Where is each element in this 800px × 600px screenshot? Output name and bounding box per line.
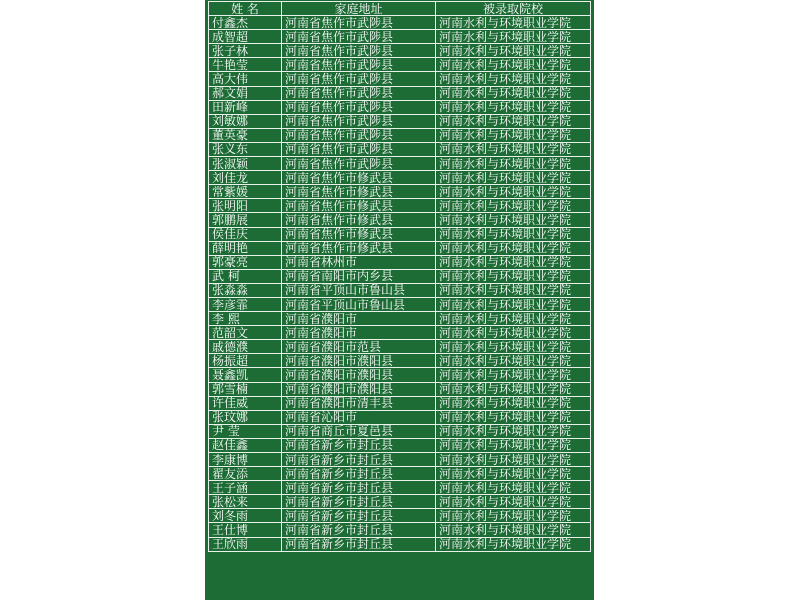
home-address: 河南省新乡市封丘县: [282, 467, 436, 481]
table-row: [209, 283, 591, 297]
table-row: [209, 382, 591, 396]
table-row: [209, 368, 591, 382]
admitted-school: 河南水利与环境职业学院: [436, 283, 591, 297]
home-address: 河南省濮阳市清丰县: [282, 396, 436, 410]
home-address: 河南省焦作市武陟县: [282, 142, 436, 156]
home-address: 河南省濮阳市濮阳县: [282, 354, 436, 368]
admitted-school: 河南水利与环境职业学院: [436, 241, 591, 255]
home-address: 河南省新乡市封丘县: [282, 537, 436, 551]
admitted-school: 河南水利与环境职业学院: [436, 255, 591, 269]
home-address: 河南省焦作市修武县: [282, 199, 436, 213]
table-row: [209, 199, 591, 213]
home-address: 河南省新乡市封丘县: [282, 509, 436, 523]
home-address: 河南省新乡市封丘县: [282, 495, 436, 509]
table-row: [209, 509, 591, 523]
home-address: 河南省焦作市武陟县: [282, 100, 436, 114]
admitted-school: 河南水利与环境职业学院: [436, 199, 591, 213]
table-row: [209, 128, 591, 142]
student-name: 牛艳莹: [209, 58, 282, 72]
home-address: 河南省焦作市修武县: [282, 241, 436, 255]
home-address: 河南省南阳市内乡县: [282, 269, 436, 283]
student-name: 许佳威: [209, 396, 282, 410]
table-row: [209, 410, 591, 424]
admitted-school: 河南水利与环境职业学院: [436, 185, 591, 199]
student-name: 范韶文: [209, 326, 282, 340]
home-address: 河南省焦作市武陟县: [282, 128, 436, 142]
student-name: 张玟娜: [209, 410, 282, 424]
student-name: 郭豪亮: [209, 255, 282, 269]
admitted-school: 河南水利与环境职业学院: [436, 227, 591, 241]
student-name: 王仕博: [209, 523, 282, 537]
home-address: 河南省焦作市武陟县: [282, 157, 436, 171]
student-name: 刘佳龙: [209, 171, 282, 185]
home-address: 河南省新乡市封丘县: [282, 481, 436, 495]
student-name: 郝文娟: [209, 86, 282, 100]
table-row: [209, 72, 591, 86]
student-name: 翟友添: [209, 467, 282, 481]
student-name: 武 柯: [209, 269, 282, 283]
admitted-school: 河南水利与环境职业学院: [436, 326, 591, 340]
home-address: 河南省濮阳市濮阳县: [282, 368, 436, 382]
home-address: 河南省焦作市武陟县: [282, 86, 436, 100]
admitted-school: 河南水利与环境职业学院: [436, 86, 591, 100]
student-name: 成智超: [209, 30, 282, 44]
admitted-school: 河南水利与环境职业学院: [436, 297, 591, 311]
home-address: 河南省林州市: [282, 255, 436, 269]
table-row: [209, 523, 591, 537]
home-address: 河南省焦作市武陟县: [282, 114, 436, 128]
student-name: 戚德濮: [209, 340, 282, 354]
student-name: 张淼淼: [209, 283, 282, 297]
home-address: 河南省焦作市修武县: [282, 213, 436, 227]
admitted-school: 河南水利与环境职业学院: [436, 171, 591, 185]
home-address: 河南省焦作市武陟县: [282, 30, 436, 44]
table-row: [209, 241, 591, 255]
table-header-row: [209, 2, 591, 16]
admitted-school: 河南水利与环境职业学院: [436, 157, 591, 171]
student-name: 付鑫杰: [209, 16, 282, 30]
student-name: 李康博: [209, 453, 282, 467]
header-school: 被录取院校: [436, 2, 591, 16]
student-name: 田新峰: [209, 100, 282, 114]
table-row: [209, 86, 591, 100]
student-name: 刘敏娜: [209, 114, 282, 128]
table-row: [209, 16, 591, 30]
home-address: 河南省沁阳市: [282, 410, 436, 424]
table-row: [209, 340, 591, 354]
student-name: 董英豪: [209, 128, 282, 142]
table-row: [209, 326, 591, 340]
student-name: 王子涵: [209, 481, 282, 495]
home-address: 河南省焦作市武陟县: [282, 58, 436, 72]
admitted-school: 河南水利与环境职业学院: [436, 354, 591, 368]
student-name: 郭鹏展: [209, 213, 282, 227]
table-row: [209, 495, 591, 509]
student-name: 李彦霏: [209, 297, 282, 311]
admitted-school: 河南水利与环境职业学院: [436, 396, 591, 410]
admitted-school: 河南水利与环境职业学院: [436, 142, 591, 156]
admitted-school: 河南水利与环境职业学院: [436, 72, 591, 86]
home-address: 河南省商丘市夏邑县: [282, 424, 436, 438]
admitted-school: 河南水利与环境职业学院: [436, 58, 591, 72]
student-name: 常紫媛: [209, 185, 282, 199]
admitted-school: 河南水利与环境职业学院: [436, 114, 591, 128]
student-name: 高大伟: [209, 72, 282, 86]
table-row: [209, 312, 591, 326]
table-row: [209, 269, 591, 283]
admitted-school: 河南水利与环境职业学院: [436, 410, 591, 424]
admitted-school: 河南水利与环境职业学院: [436, 100, 591, 114]
admitted-school: 河南水利与环境职业学院: [436, 424, 591, 438]
table-row: [209, 396, 591, 410]
admitted-school: 河南水利与环境职业学院: [436, 495, 591, 509]
admitted-school: 河南水利与环境职业学院: [436, 312, 591, 326]
admitted-school: 河南水利与环境职业学院: [436, 269, 591, 283]
home-address: 河南省焦作市修武县: [282, 185, 436, 199]
table-row: [209, 424, 591, 438]
admitted-school: 河南水利与环境职业学院: [436, 368, 591, 382]
home-address: 河南省平顶山市鲁山县: [282, 283, 436, 297]
table-row: [209, 213, 591, 227]
admitted-school: 河南水利与环境职业学院: [436, 467, 591, 481]
table-body: [209, 16, 591, 552]
admitted-school: 河南水利与环境职业学院: [436, 44, 591, 58]
home-address: 河南省濮阳市: [282, 326, 436, 340]
admitted-school: 河南水利与环境职业学院: [436, 128, 591, 142]
admitted-school: 河南水利与环境职业学院: [436, 537, 591, 551]
student-name: 张松来: [209, 495, 282, 509]
table-row: [209, 481, 591, 495]
student-name: 杨振超: [209, 354, 282, 368]
student-name: 郭雪楠: [209, 382, 282, 396]
student-name: 聂鑫凯: [209, 368, 282, 382]
home-address: 河南省焦作市武陟县: [282, 72, 436, 86]
admitted-school: 河南水利与环境职业学院: [436, 382, 591, 396]
table-row: [209, 537, 591, 551]
table-row: [209, 171, 591, 185]
student-name: 张子林: [209, 44, 282, 58]
home-address: 河南省新乡市封丘县: [282, 453, 436, 467]
header-name: 姓 名: [209, 2, 282, 16]
home-address: 河南省焦作市修武县: [282, 171, 436, 185]
home-address: 河南省濮阳市范县: [282, 340, 436, 354]
student-name: 王欣雨: [209, 537, 282, 551]
student-name: 赵佳鑫: [209, 438, 282, 452]
admission-table: [208, 1, 591, 552]
student-name: 张明阳: [209, 199, 282, 213]
admitted-school: 河南水利与环境职业学院: [436, 481, 591, 495]
table-row: [209, 354, 591, 368]
table-row: [209, 114, 591, 128]
admission-board: [205, 0, 594, 600]
admitted-school: 河南水利与环境职业学院: [436, 213, 591, 227]
table-row: [209, 438, 591, 452]
table-row: [209, 44, 591, 58]
table-row: [209, 227, 591, 241]
admitted-school: 河南水利与环境职业学院: [436, 438, 591, 452]
student-name: 刘冬雨: [209, 509, 282, 523]
admitted-school: 河南水利与环境职业学院: [436, 453, 591, 467]
table-row: [209, 255, 591, 269]
student-name: 薛明艳: [209, 241, 282, 255]
table-row: [209, 58, 591, 72]
table-row: [209, 100, 591, 114]
home-address: 河南省焦作市武陟县: [282, 16, 436, 30]
student-name: 尹 莹: [209, 424, 282, 438]
admitted-school: 河南水利与环境职业学院: [436, 523, 591, 537]
home-address: 河南省新乡市封丘县: [282, 438, 436, 452]
student-name: 侯佳庆: [209, 227, 282, 241]
table-row: [209, 453, 591, 467]
student-name: 李 熙: [209, 312, 282, 326]
header-address: 家庭地址: [282, 2, 436, 16]
home-address: 河南省濮阳市濮阳县: [282, 382, 436, 396]
admitted-school: 河南水利与环境职业学院: [436, 30, 591, 44]
home-address: 河南省新乡市封丘县: [282, 523, 436, 537]
home-address: 河南省焦作市武陟县: [282, 44, 436, 58]
table-row: [209, 30, 591, 44]
admitted-school: 河南水利与环境职业学院: [436, 16, 591, 30]
home-address: 河南省濮阳市: [282, 312, 436, 326]
student-name: 张义东: [209, 142, 282, 156]
admitted-school: 河南水利与环境职业学院: [436, 509, 591, 523]
table-row: [209, 297, 591, 311]
table-row: [209, 142, 591, 156]
table-row: [209, 157, 591, 171]
table-row: [209, 467, 591, 481]
table-row: [209, 185, 591, 199]
student-name: 张淑颖: [209, 157, 282, 171]
home-address: 河南省焦作市修武县: [282, 227, 436, 241]
admitted-school: 河南水利与环境职业学院: [436, 340, 591, 354]
home-address: 河南省平顶山市鲁山县: [282, 297, 436, 311]
